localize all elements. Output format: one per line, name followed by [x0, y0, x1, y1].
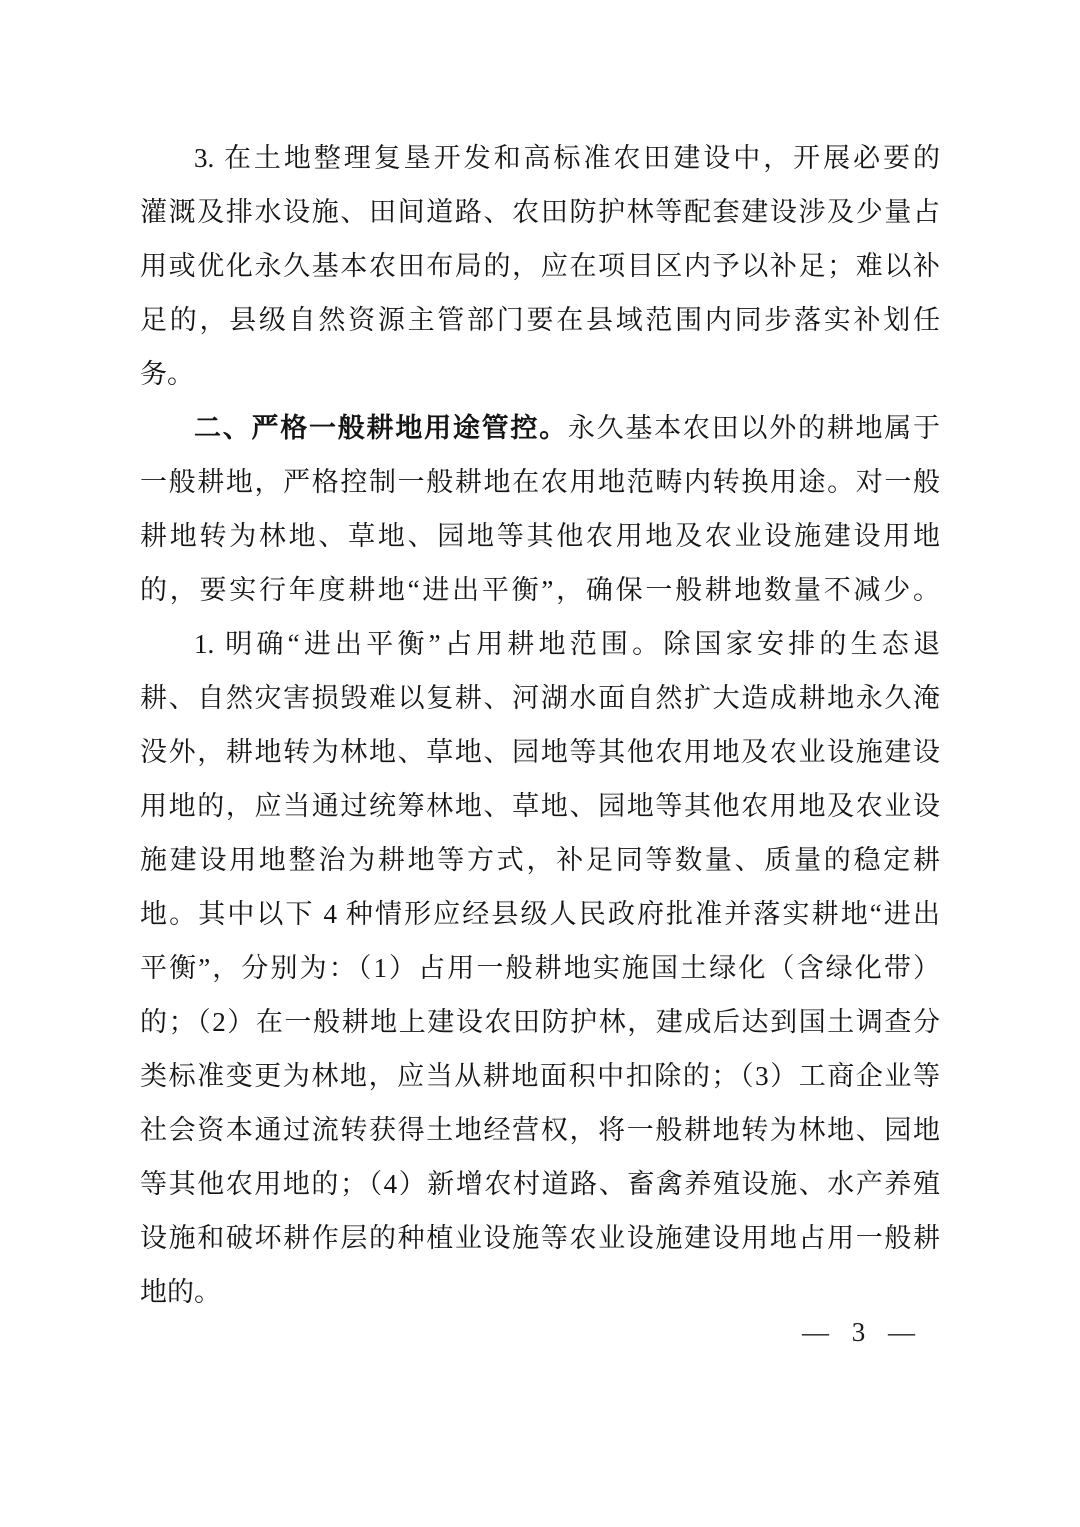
document-line	[140, 833, 940, 887]
document-line	[140, 1265, 940, 1319]
document-body	[140, 131, 940, 1319]
item-3-paragraph	[140, 131, 940, 401]
body-text: 的；（2）在一般耕地上建设农田防护林，建成后达到国土调查分	[140, 1007, 940, 1037]
section-2-paragraph	[140, 401, 940, 617]
document-line	[140, 347, 940, 401]
document-line	[140, 779, 940, 833]
document-line	[140, 995, 940, 1049]
body-text: 地。其中以下 4 种情形应经县级人民政府批准并落实耕地“进出	[140, 899, 940, 929]
document-line	[140, 509, 940, 563]
document-line	[140, 617, 940, 671]
body-text: 等其他农用地的；（4）新增农村道路、畜禽养殖设施、水产养殖	[140, 1169, 940, 1199]
body-text: 用地的，应当通过统筹林地、草地、园地等其他农用地及农业设	[140, 791, 940, 821]
body-text: 社会资本通过流转获得土地经营权，将一般耕地转为林地、园地	[140, 1115, 940, 1145]
document-line	[140, 887, 940, 941]
document-line	[140, 1049, 940, 1103]
document-line	[140, 1211, 940, 1265]
page-number: — 3 —	[802, 1317, 915, 1347]
body-text: 3. 在土地整理复垦开发和高标准农田建设中，开展必要的	[194, 143, 940, 173]
body-text: 务。	[140, 359, 194, 389]
document-line	[140, 239, 940, 293]
document-line	[140, 671, 940, 725]
document-line	[140, 185, 940, 239]
body-text: 类标准变更为林地，应当从耕地面积中扣除的；（3）工商企业等	[140, 1061, 940, 1091]
section-heading-text: 二、严格一般耕地用途管控。	[194, 413, 568, 443]
document-line	[140, 563, 940, 617]
body-text: 地的。	[140, 1277, 221, 1307]
document-line	[140, 455, 940, 509]
body-text: 施建设用地整治为耕地等方式，补足同等数量、质量的稳定耕	[140, 845, 940, 875]
body-text: 没外，耕地转为林地、草地、园地等其他农用地及农业设施建设	[140, 737, 940, 767]
body-text: 平衡”，分别为：（1）占用一般耕地实施国土绿化（含绿化带）	[140, 953, 940, 983]
body-text: 耕、自然灾害损毁难以复耕、河湖水面自然扩大造成耕地永久淹	[140, 683, 940, 713]
document-line	[140, 1103, 940, 1157]
body-text: 永久基本农田以外的耕地属于	[567, 413, 941, 443]
body-text: 足的，县级自然资源主管部门要在县域范围内同步落实补划任	[140, 305, 940, 335]
document-line	[140, 725, 940, 779]
body-text: 1. 明确“进出平衡”占用耕地范围。除国家安排的生态退	[194, 629, 940, 659]
body-text: 设施和破坏耕作层的种植业设施等农业设施建设用地占用一般耕	[140, 1223, 940, 1253]
document-line	[140, 401, 940, 455]
document-line	[140, 131, 940, 185]
body-text: 灌溉及排水设施、田间道路、农田防护林等配套建设涉及少量占	[140, 197, 940, 227]
body-text: 的，要实行年度耕地“进出平衡”，确保一般耕地数量不减少。	[140, 575, 940, 605]
document-line	[140, 941, 940, 995]
document-line	[140, 1157, 940, 1211]
body-text: 一般耕地，严格控制一般耕地在农用地范畴内转换用途。对一般	[140, 467, 940, 497]
body-text: 用或优化永久基本农田布局的，应在项目区内予以补足；难以补	[140, 251, 940, 281]
body-text: 耕地转为林地、草地、园地等其他农用地及农业设施建设用地	[140, 521, 940, 551]
item-1-paragraph	[140, 617, 940, 1319]
document-line	[140, 293, 940, 347]
